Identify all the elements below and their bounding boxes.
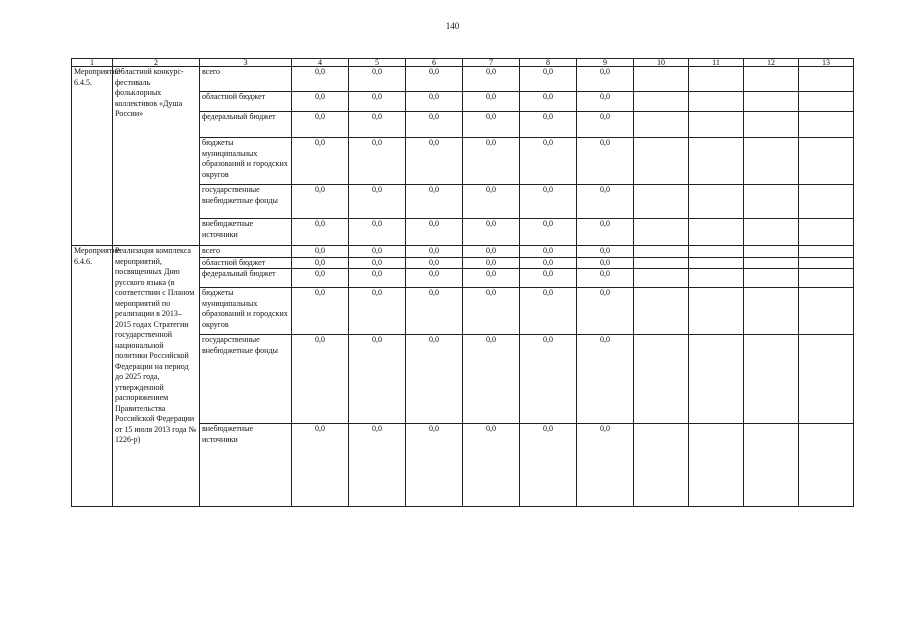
amount-cell: 0,0 — [577, 219, 634, 246]
amount-cell: 0,0 — [463, 92, 520, 112]
column-header: 7 — [463, 59, 520, 67]
amount-cell: 0,0 — [292, 269, 349, 288]
amount-cell: 0,0 — [349, 288, 406, 335]
empty-cell — [744, 67, 799, 92]
amount-cell: 0,0 — [520, 67, 577, 92]
column-header: 6 — [406, 59, 463, 67]
amount-cell: 0,0 — [520, 92, 577, 112]
empty-cell — [689, 257, 744, 269]
empty-cell — [689, 92, 744, 112]
funding-source: областной бюджет — [200, 92, 292, 112]
header-row — [72, 59, 854, 67]
column-header: 4 — [292, 59, 349, 67]
amount-cell: 0,0 — [406, 112, 463, 138]
amount-cell: 0,0 — [292, 138, 349, 185]
column-header: 11 — [689, 59, 744, 67]
funding-source: государственные внебюджетные фонды — [200, 185, 292, 219]
empty-cell — [634, 92, 689, 112]
empty-cell — [744, 269, 799, 288]
amount-cell: 0,0 — [463, 424, 520, 507]
empty-cell — [689, 219, 744, 246]
column-header: 12 — [744, 59, 799, 67]
empty-cell — [689, 269, 744, 288]
funding-source: государственные внебюджетные фонды — [200, 335, 292, 424]
amount-cell: 0,0 — [577, 288, 634, 335]
amount-cell: 0,0 — [463, 288, 520, 335]
table-row — [72, 67, 854, 92]
empty-cell — [689, 185, 744, 219]
column-header: 1 — [72, 59, 113, 67]
amount-cell: 0,0 — [349, 112, 406, 138]
funding-source: бюджеты муниципальных образований и городских округов — [200, 138, 292, 185]
empty-cell — [634, 257, 689, 269]
column-header: 5 — [349, 59, 406, 67]
amount-cell: 0,0 — [520, 219, 577, 246]
empty-cell — [799, 246, 854, 258]
empty-cell — [744, 246, 799, 258]
amount-cell: 0,0 — [520, 185, 577, 219]
amount-cell: 0,0 — [577, 335, 634, 424]
amount-cell: 0,0 — [463, 185, 520, 219]
empty-cell — [689, 335, 744, 424]
table-row — [72, 246, 854, 258]
column-header: 8 — [520, 59, 577, 67]
empty-cell — [634, 246, 689, 258]
amount-cell: 0,0 — [406, 219, 463, 246]
amount-cell: 0,0 — [463, 67, 520, 92]
empty-cell — [634, 112, 689, 138]
amount-cell: 0,0 — [406, 257, 463, 269]
empty-cell — [689, 67, 744, 92]
amount-cell: 0,0 — [520, 335, 577, 424]
amount-cell: 0,0 — [406, 335, 463, 424]
empty-cell — [634, 67, 689, 92]
activity-code: Мероприятие 6.4.6. — [72, 246, 113, 507]
empty-cell — [799, 335, 854, 424]
empty-cell — [799, 288, 854, 335]
empty-cell — [744, 185, 799, 219]
empty-cell — [634, 138, 689, 185]
activity-code: Мероприятие 6.4.5. — [72, 67, 113, 246]
empty-cell — [744, 112, 799, 138]
amount-cell: 0,0 — [577, 185, 634, 219]
empty-cell — [799, 219, 854, 246]
funding-source: бюджеты муниципальных образований и городских округов — [200, 288, 292, 335]
amount-cell: 0,0 — [577, 92, 634, 112]
empty-cell — [634, 288, 689, 335]
amount-cell: 0,0 — [463, 219, 520, 246]
amount-cell: 0,0 — [463, 335, 520, 424]
empty-cell — [744, 335, 799, 424]
amount-cell: 0,0 — [292, 288, 349, 335]
empty-cell — [799, 424, 854, 507]
funding-source: внебюджетные источники — [200, 424, 292, 507]
funding-source: всего — [200, 246, 292, 258]
amount-cell: 0,0 — [577, 257, 634, 269]
column-header: 3 — [200, 59, 292, 67]
empty-cell — [799, 112, 854, 138]
empty-cell — [689, 288, 744, 335]
amount-cell: 0,0 — [463, 138, 520, 185]
amount-cell: 0,0 — [406, 424, 463, 507]
empty-cell — [799, 269, 854, 288]
amount-cell: 0,0 — [292, 219, 349, 246]
empty-cell — [634, 219, 689, 246]
amount-cell: 0,0 — [292, 424, 349, 507]
amount-cell: 0,0 — [292, 257, 349, 269]
amount-cell: 0,0 — [406, 269, 463, 288]
amount-cell: 0,0 — [349, 185, 406, 219]
column-header: 2 — [113, 59, 200, 67]
amount-cell: 0,0 — [520, 246, 577, 258]
amount-cell: 0,0 — [577, 67, 634, 92]
column-header: 10 — [634, 59, 689, 67]
amount-cell: 0,0 — [520, 257, 577, 269]
amount-cell: 0,0 — [577, 112, 634, 138]
empty-cell — [799, 138, 854, 185]
empty-cell — [744, 288, 799, 335]
amount-cell: 0,0 — [349, 67, 406, 92]
empty-cell — [744, 257, 799, 269]
amount-cell: 0,0 — [520, 138, 577, 185]
amount-cell: 0,0 — [349, 424, 406, 507]
empty-cell — [799, 185, 854, 219]
activity-title: Реализация комплекса мероприятий, посвященных Дню русского языка (в соответствии с Планом мероприятий по реализации в 2013–2015 годах Стратегии государственной национальной политики Российской Федерации на период до 2025 года, утвержденной распоряжением Правительства Российской Федерации от 15 июля 2013 года № 1226-р) — [113, 246, 200, 507]
budget-table — [71, 58, 854, 507]
amount-cell: 0,0 — [292, 246, 349, 258]
amount-cell: 0,0 — [349, 219, 406, 246]
empty-cell — [799, 257, 854, 269]
column-header: 9 — [577, 59, 634, 67]
amount-cell: 0,0 — [463, 246, 520, 258]
empty-cell — [689, 246, 744, 258]
empty-cell — [744, 92, 799, 112]
amount-cell: 0,0 — [349, 92, 406, 112]
empty-cell — [689, 138, 744, 185]
amount-cell: 0,0 — [463, 257, 520, 269]
funding-source: федеральный бюджет — [200, 269, 292, 288]
empty-cell — [634, 185, 689, 219]
amount-cell: 0,0 — [349, 138, 406, 185]
amount-cell: 0,0 — [292, 335, 349, 424]
amount-cell: 0,0 — [292, 92, 349, 112]
amount-cell: 0,0 — [463, 269, 520, 288]
activity-title: Областной конкурс-фестиваль фольклорных коллективов «Душа России» — [113, 67, 200, 246]
empty-cell — [634, 424, 689, 507]
amount-cell: 0,0 — [349, 269, 406, 288]
amount-cell: 0,0 — [292, 67, 349, 92]
amount-cell: 0,0 — [577, 424, 634, 507]
amount-cell: 0,0 — [292, 185, 349, 219]
amount-cell: 0,0 — [520, 424, 577, 507]
amount-cell: 0,0 — [406, 185, 463, 219]
amount-cell: 0,0 — [349, 246, 406, 258]
empty-cell — [634, 269, 689, 288]
empty-cell — [799, 92, 854, 112]
amount-cell: 0,0 — [577, 269, 634, 288]
funding-source: всего — [200, 67, 292, 92]
amount-cell: 0,0 — [292, 112, 349, 138]
funding-source: областной бюджет — [200, 257, 292, 269]
amount-cell: 0,0 — [349, 335, 406, 424]
amount-cell: 0,0 — [406, 246, 463, 258]
funding-source: федеральный бюджет — [200, 112, 292, 138]
empty-cell — [744, 424, 799, 507]
amount-cell: 0,0 — [520, 112, 577, 138]
empty-cell — [634, 335, 689, 424]
amount-cell: 0,0 — [520, 288, 577, 335]
empty-cell — [799, 67, 854, 92]
empty-cell — [744, 138, 799, 185]
amount-cell: 0,0 — [406, 288, 463, 335]
amount-cell: 0,0 — [349, 257, 406, 269]
amount-cell: 0,0 — [406, 138, 463, 185]
amount-cell: 0,0 — [577, 246, 634, 258]
amount-cell: 0,0 — [406, 67, 463, 92]
empty-cell — [689, 424, 744, 507]
funding-source: внебюджетные источники — [200, 219, 292, 246]
amount-cell: 0,0 — [577, 138, 634, 185]
page-number: 140 — [445, 21, 460, 31]
empty-cell — [689, 112, 744, 138]
empty-cell — [744, 219, 799, 246]
amount-cell: 0,0 — [520, 269, 577, 288]
column-header: 13 — [799, 59, 854, 67]
amount-cell: 0,0 — [463, 112, 520, 138]
amount-cell: 0,0 — [406, 92, 463, 112]
